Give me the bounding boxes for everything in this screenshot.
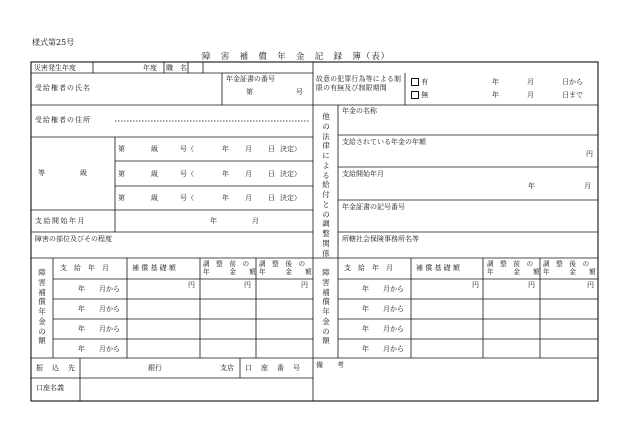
row-from-left-2: 年 月から (78, 305, 120, 313)
yen-base-right: 円 (472, 281, 479, 289)
restriction-from: 日から (562, 78, 583, 86)
restriction-no-row (411, 91, 428, 99)
grade-label: 等 級 (38, 169, 87, 177)
row-from-left-3: 年 月から (78, 325, 120, 333)
recipient-name-label: 受給権者の氏名 (35, 84, 91, 92)
col-before-right: 調 整 前 の 年 金 額 (487, 260, 540, 277)
restriction-month-2: 月 (527, 91, 534, 99)
yen-base-left: 円 (188, 281, 195, 289)
row-from-left-4: 年 月から (78, 345, 120, 353)
restriction-label: 故意の犯罪行為等による制限の有無及び制限期間 (316, 75, 402, 93)
restriction-no-checkbox[interactable] (411, 91, 419, 99)
restriction-year-1: 年 (492, 78, 499, 86)
other-pension-vertical-label: 他の法律による給付との調整関係 (322, 112, 330, 258)
social-insurance-office-label: 所轄社会保険事務所名等 (342, 235, 419, 243)
pension-start-label: 支給開始年月 (342, 170, 384, 178)
occupation-label: 職 名 (166, 64, 187, 72)
grade-row-3: 第 級 号（ 年 月 日 決定） (118, 194, 301, 202)
col-month-left: 支 給 年 月 (60, 264, 109, 272)
row-from-right-2: 年 月から (362, 305, 404, 313)
yen-before-left: 円 (244, 281, 251, 289)
grade-row-2: 第 級 号（ 年 月 日 決定） (118, 170, 301, 178)
annual-amount-vertical-label-left: 障害補償年金の額 (38, 268, 46, 346)
start-year: 年 (210, 217, 217, 225)
col-month-right: 支 給 年 月 (344, 264, 393, 272)
restriction-month-1: 月 (527, 78, 534, 86)
form-number: 様式第25号 (32, 38, 75, 47)
restriction-until: 日まで (562, 91, 583, 99)
row-from-right-3: 年 月から (362, 325, 404, 333)
branch-suffix: 支店 (220, 364, 234, 372)
fiscal-year-suffix: 年度 (143, 64, 157, 72)
injury-label: 障害の部位及びその程度 (35, 235, 112, 243)
col-before-left: 調 整 前 の 年 金 額 (203, 260, 256, 277)
restriction-yes-checkbox[interactable] (411, 78, 419, 86)
disaster-year-label: 災害発生年度 (34, 64, 76, 72)
col-after-right: 調 整 後 の 年 金 額 (543, 260, 596, 277)
col-base-right: 補 償 基 礎 額 (416, 264, 460, 272)
col-after-left: 調 整 後 の 年 金 額 (259, 260, 312, 277)
pension-start-month: 月 (584, 182, 591, 190)
restriction-yes-label: 有 (421, 78, 429, 86)
account-number-label: 口 座 番 号 (245, 364, 301, 372)
pension-cert-label: 年金証書の番号 (226, 75, 275, 83)
row-from-right-4: 年 月から (362, 345, 404, 353)
start-date-label: 支給開始年月 (35, 217, 86, 225)
col-base-left: 補 償 基 礎 額 (132, 264, 176, 272)
cert-go: 号 (296, 88, 303, 96)
restriction-year-2: 年 (492, 91, 499, 99)
pension-amount-yen: 円 (586, 150, 593, 158)
remarks-label: 備 考 (316, 361, 344, 369)
restriction-yes-row (411, 78, 428, 86)
pension-cert-label: 年金証書の記号番号 (342, 203, 405, 211)
annual-amount-vertical-label-right: 障害補償年金の額 (322, 268, 330, 346)
row-from-left-1: 年 月から (78, 285, 120, 293)
account-name-label: 口座名義 (36, 384, 64, 392)
bank-suffix: 銀行 (148, 364, 162, 372)
recipient-address-label: 受給権者の住所 (35, 116, 91, 124)
yen-before-right: 円 (528, 281, 535, 289)
pension-amount-label: 支給されている年金の年額 (342, 138, 426, 146)
restriction-no-label: 無 (421, 91, 429, 99)
page-title: 障 害 補 償 年 金 記 録 簿（表） (202, 52, 391, 62)
grade-row-1: 第 級 号（ 年 月 日 決定） (118, 145, 301, 153)
start-month: 月 (252, 217, 259, 225)
row-from-right-1: 年 月から (362, 285, 404, 293)
transfer-label: 振 込 先 (36, 364, 76, 372)
pension-start-year: 年 (528, 182, 535, 190)
yen-after-left: 円 (301, 281, 308, 289)
yen-after-right: 円 (587, 281, 594, 289)
cert-dai: 第 (246, 88, 253, 96)
pension-name-label: 年金の名称 (342, 107, 377, 115)
